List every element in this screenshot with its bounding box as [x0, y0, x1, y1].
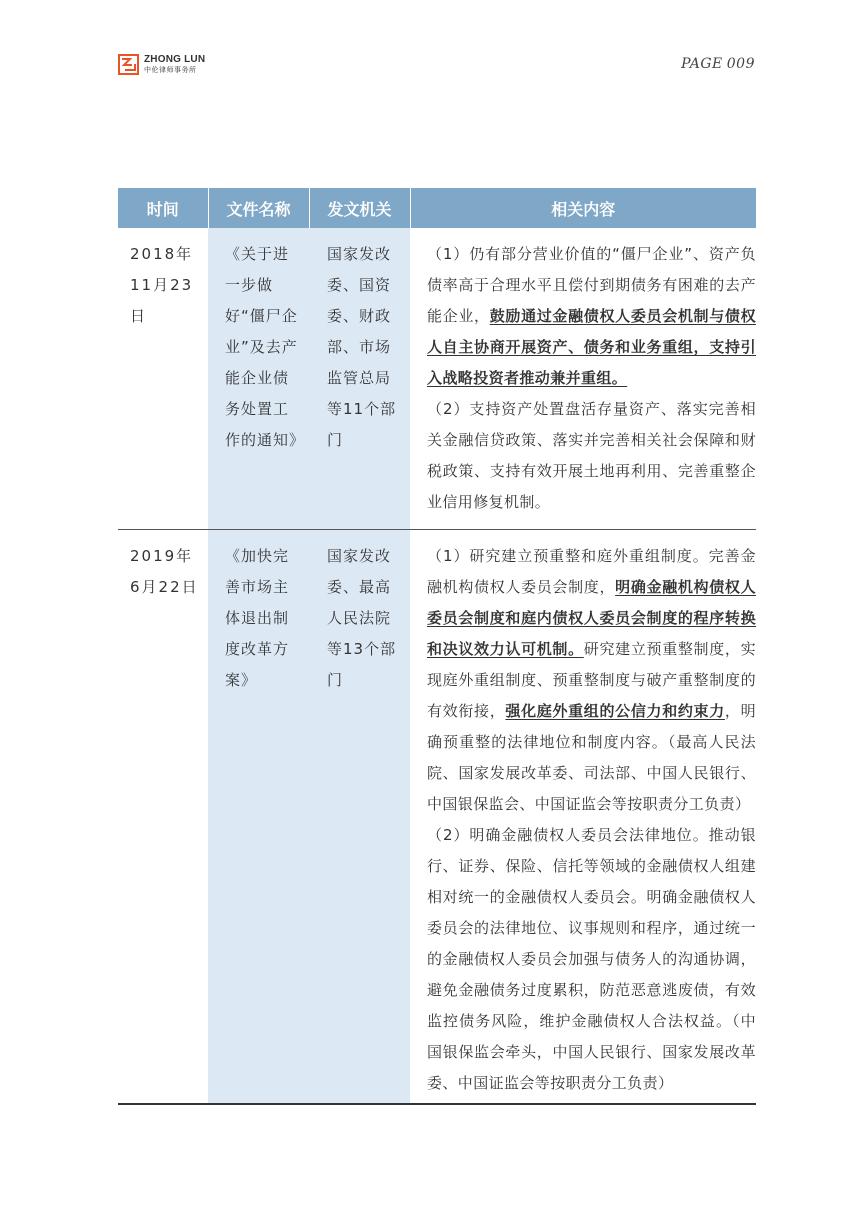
firm-logo: [118, 54, 205, 75]
column-header-issuer: 发文机关: [309, 188, 410, 228]
content-text: （1）研究建立预重整和庭外重组制度。完善金融机构债权人委员会制度，: [427, 547, 756, 596]
page-label: PAGE: [681, 56, 723, 72]
content-text: 研究建立预重整制度，实现庭外重组制度、预重整制度与破产重整制度的有效衔接，: [427, 640, 756, 720]
content-paragraph: （2）明确金融债权人委员会法律地位。推动银行、证券、保险、信托等领域的金融债权人组建相对统一的金融债权人委员会。明确金融债权人委员会的法律地位、议事规则和程序，通过统一的金融债权人委员会加强与债务人的沟通协调，避免金融债务过度累积，防范恶意逃废债，有效监控债务风险，维护金融债权人合法权益。（中国银保监会牵头，中国人民银行、国家发展改革委、中国证监会等按职责分工负责）: [427, 826, 756, 1092]
cell-content: [410, 530, 756, 1105]
content-text: ，明确预重整的法律地位和制度内容。（最高人民法院、国家发展改革委、司法部、中国人民银行、中国银保监会、中国证监会等按职责分工负责）: [427, 702, 756, 813]
cell-document: 《加快完善市场主体退出制度改革方案》: [208, 530, 309, 1105]
content-text: （1）仍有部分营业价值的“僵尸企业”、资产负债率高于合理水平且偿付到期债务有困难的去产能企业，: [427, 245, 756, 325]
cell-time: 2019年6月22日: [118, 530, 208, 1105]
content-highlight: 鼓励通过金融债权人委员会机制与债权人自主协商开展资产、债务和业务重组，支持引入战略投资者推动兼并重组。: [427, 307, 756, 387]
policy-table: [118, 188, 756, 1105]
table-row: [118, 228, 756, 530]
column-header-content: 相关内容: [410, 188, 756, 228]
column-header-document: 文件名称: [208, 188, 309, 228]
table-header-row: [118, 188, 756, 228]
content-highlight: 强化庭外重组的公信力和约束力: [505, 702, 725, 720]
page-number-value: 009: [726, 56, 755, 72]
column-header-time: 时间: [118, 188, 208, 228]
logo-chinese-name: 中伦律师事务所: [144, 66, 197, 74]
cell-document: 《关于进一步做好“僵尸企业”及去产能企业债务处置工作的通知》: [208, 228, 309, 530]
cell-time: 2018年11月23日: [118, 228, 208, 530]
cell-issuer: 国家发改委、最高人民法院等13个部门: [309, 530, 410, 1105]
content-highlight: 明确金融机构债权人委员会制度和庭内债权人委员会制度的程序转换和决议效力认可机制。: [427, 578, 756, 658]
logo-english-name: ZHONG LUN: [144, 54, 206, 65]
content-paragraph: （2）支持资产处置盘活存量资产、落实完善相关金融信贷政策、落实并完善相关社会保障和财税政策、支持有效开展土地再利用、完善重整企业信用修复机制。: [427, 400, 756, 511]
page-number: [677, 56, 755, 72]
cell-content: [410, 228, 756, 530]
table-row: [118, 530, 756, 1105]
cell-issuer: 国家发改委、国资委、财政部、市场监管总局等11个部门: [309, 228, 410, 530]
zhonglun-logo-icon: [118, 54, 139, 75]
content-paragraph: [427, 239, 756, 394]
content-paragraph: [427, 541, 756, 820]
